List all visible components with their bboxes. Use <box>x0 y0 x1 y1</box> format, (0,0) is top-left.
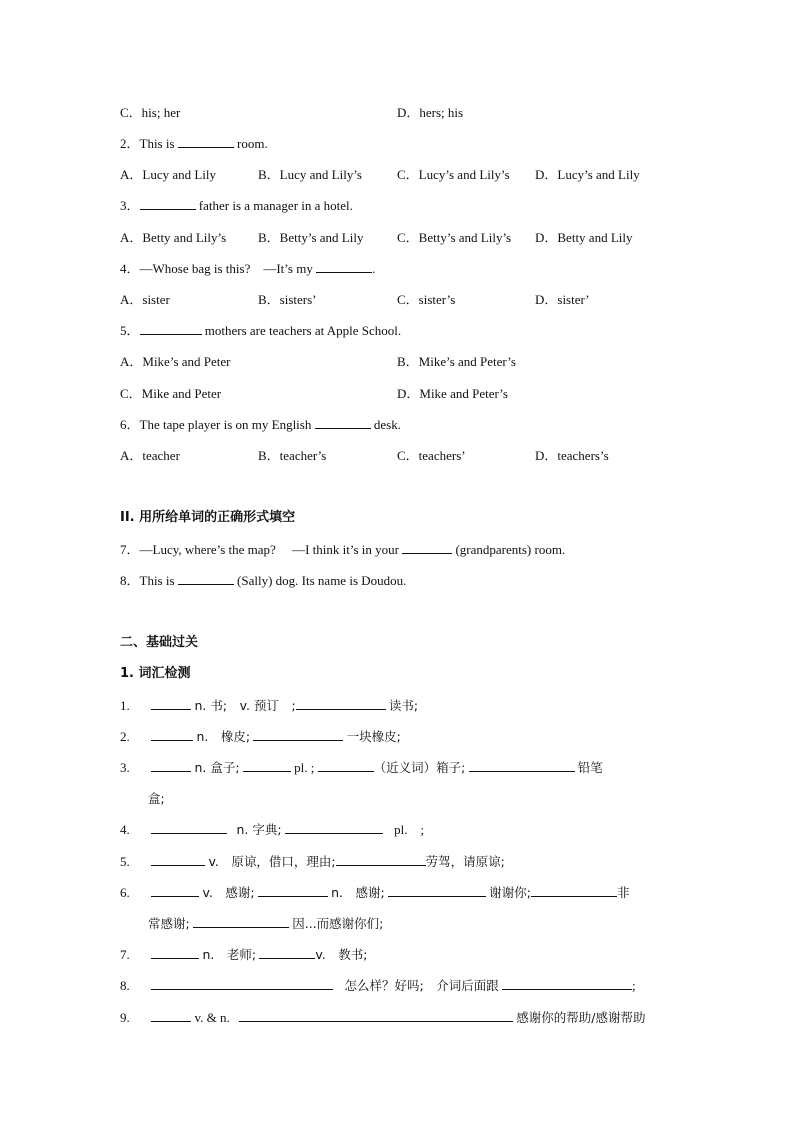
answer-blank[interactable] <box>243 760 291 772</box>
vocab-subtitle: 1. 词汇检测 <box>120 666 191 681</box>
vocab-item-6: 6. v. 感谢; n. 感谢; 谢谢你; 非 <box>120 885 630 900</box>
question-4: 4．—Whose bag is this? —It’s my . <box>120 261 376 276</box>
answer-blank[interactable] <box>285 822 383 834</box>
answer-blank[interactable] <box>296 698 386 710</box>
vocab-item-4: 4. n. 字典; pl. ; <box>120 822 425 837</box>
question-6: 6．The tape player is on my English desk. <box>120 417 401 432</box>
answer-blank[interactable] <box>502 978 632 990</box>
answer-blank[interactable] <box>151 1010 191 1022</box>
answer-blank[interactable] <box>318 760 374 772</box>
basics-title: 二、基础过关 <box>120 635 199 650</box>
answer-blank[interactable] <box>151 854 205 866</box>
vocab-item-5: 5. v. 原谅，借口，理由; 劳驾，请原谅; <box>120 854 505 869</box>
vocab-item-1: 1. n. 书; v. 预订 ; 读书; <box>120 698 419 713</box>
answer-blank[interactable] <box>531 885 617 897</box>
q2-option-d: D．Lucy’s and Lily <box>535 167 640 182</box>
vocab-item-7: 7. n. 老师; v. 教书; <box>120 947 368 962</box>
q6-option-a: A．teacher <box>120 448 180 463</box>
question-3: 3． father is a manager in a hotel. <box>120 198 353 213</box>
vocab-item-2: 2. n. 橡皮; 一块橡皮; <box>120 729 401 744</box>
q1-option-d: D．hers; his <box>397 105 464 120</box>
answer-blank[interactable] <box>402 542 452 554</box>
question-5: 5． mothers are teachers at Apple School. <box>120 323 402 338</box>
q2-option-c: C．Lucy’s and Lily’s <box>397 167 510 182</box>
q5-option-c: C．Mike and Peter <box>120 386 222 401</box>
answer-blank[interactable] <box>388 885 486 897</box>
q3-option-d: D．Betty and Lily <box>535 230 633 245</box>
answer-blank[interactable] <box>151 729 193 741</box>
vocab-item-6-cont: 常感谢; 因...而感谢你们; <box>148 916 384 931</box>
answer-blank[interactable] <box>193 916 289 928</box>
vocab-item-3: 3. n. 盒子; pl. ; （近义词）箱子; 铅笔 <box>120 760 603 775</box>
vocab-item-9: 9. v. & n. 感谢你的帮助/感谢帮助 <box>120 1010 646 1025</box>
answer-blank[interactable] <box>140 198 196 210</box>
q3-option-a: A．Betty and Lily’s <box>120 230 227 245</box>
q3-option-b: B．Betty’s and Lily <box>258 230 364 245</box>
q6-option-b: B．teacher’s <box>258 448 327 463</box>
q6-option-c: C．teachers’ <box>397 448 466 463</box>
vocab-item-8: 8. 怎么样？好吗; 介词后面跟 ; <box>120 978 636 993</box>
q5-option-d: D．Mike and Peter’s <box>397 386 508 401</box>
answer-blank[interactable] <box>336 854 426 866</box>
question-7: 7．—Lucy, where’s the map? —I think it’s in your (grandparents) room. <box>120 542 566 557</box>
q4-option-b: B．sisters’ <box>258 292 317 307</box>
answer-blank[interactable] <box>259 947 315 959</box>
q5-option-b: B．Mike’s and Peter’s <box>397 354 516 369</box>
answer-blank[interactable] <box>151 947 199 959</box>
answer-blank[interactable] <box>151 978 333 990</box>
q6-option-d: D．teachers’s <box>535 448 609 463</box>
question-8: 8．This is (Sally) dog. Its name is Doudou. <box>120 573 407 588</box>
q1-option-c: C．his; her <box>120 105 181 120</box>
answer-blank[interactable] <box>178 136 234 148</box>
q4-option-c: C．sister’s <box>397 292 456 307</box>
section-2-title: II. 用所给单词的正确形式填空 <box>120 510 296 525</box>
q5-option-a: A．Mike’s and Peter <box>120 354 231 369</box>
answer-blank[interactable] <box>253 729 343 741</box>
answer-blank[interactable] <box>469 760 575 772</box>
answer-blank[interactable] <box>239 1010 513 1022</box>
answer-blank[interactable] <box>151 822 227 834</box>
answer-blank[interactable] <box>151 760 191 772</box>
answer-blank[interactable] <box>315 417 371 429</box>
vocab-item-3-cont: 盒; <box>148 791 165 806</box>
answer-blank[interactable] <box>140 323 202 335</box>
q3-option-c: C．Betty’s and Lily’s <box>397 230 512 245</box>
q4-option-a: A．sister <box>120 292 170 307</box>
q4-option-d: D．sister’ <box>535 292 590 307</box>
q2-option-b: B．Lucy and Lily’s <box>258 167 362 182</box>
answer-blank[interactable] <box>258 885 328 897</box>
answer-blank[interactable] <box>151 885 199 897</box>
question-2: 2．This is room. <box>120 136 268 151</box>
answer-blank[interactable] <box>178 573 234 585</box>
q2-option-a: A．Lucy and Lily <box>120 167 217 182</box>
answer-blank[interactable] <box>316 261 372 273</box>
answer-blank[interactable] <box>151 698 191 710</box>
